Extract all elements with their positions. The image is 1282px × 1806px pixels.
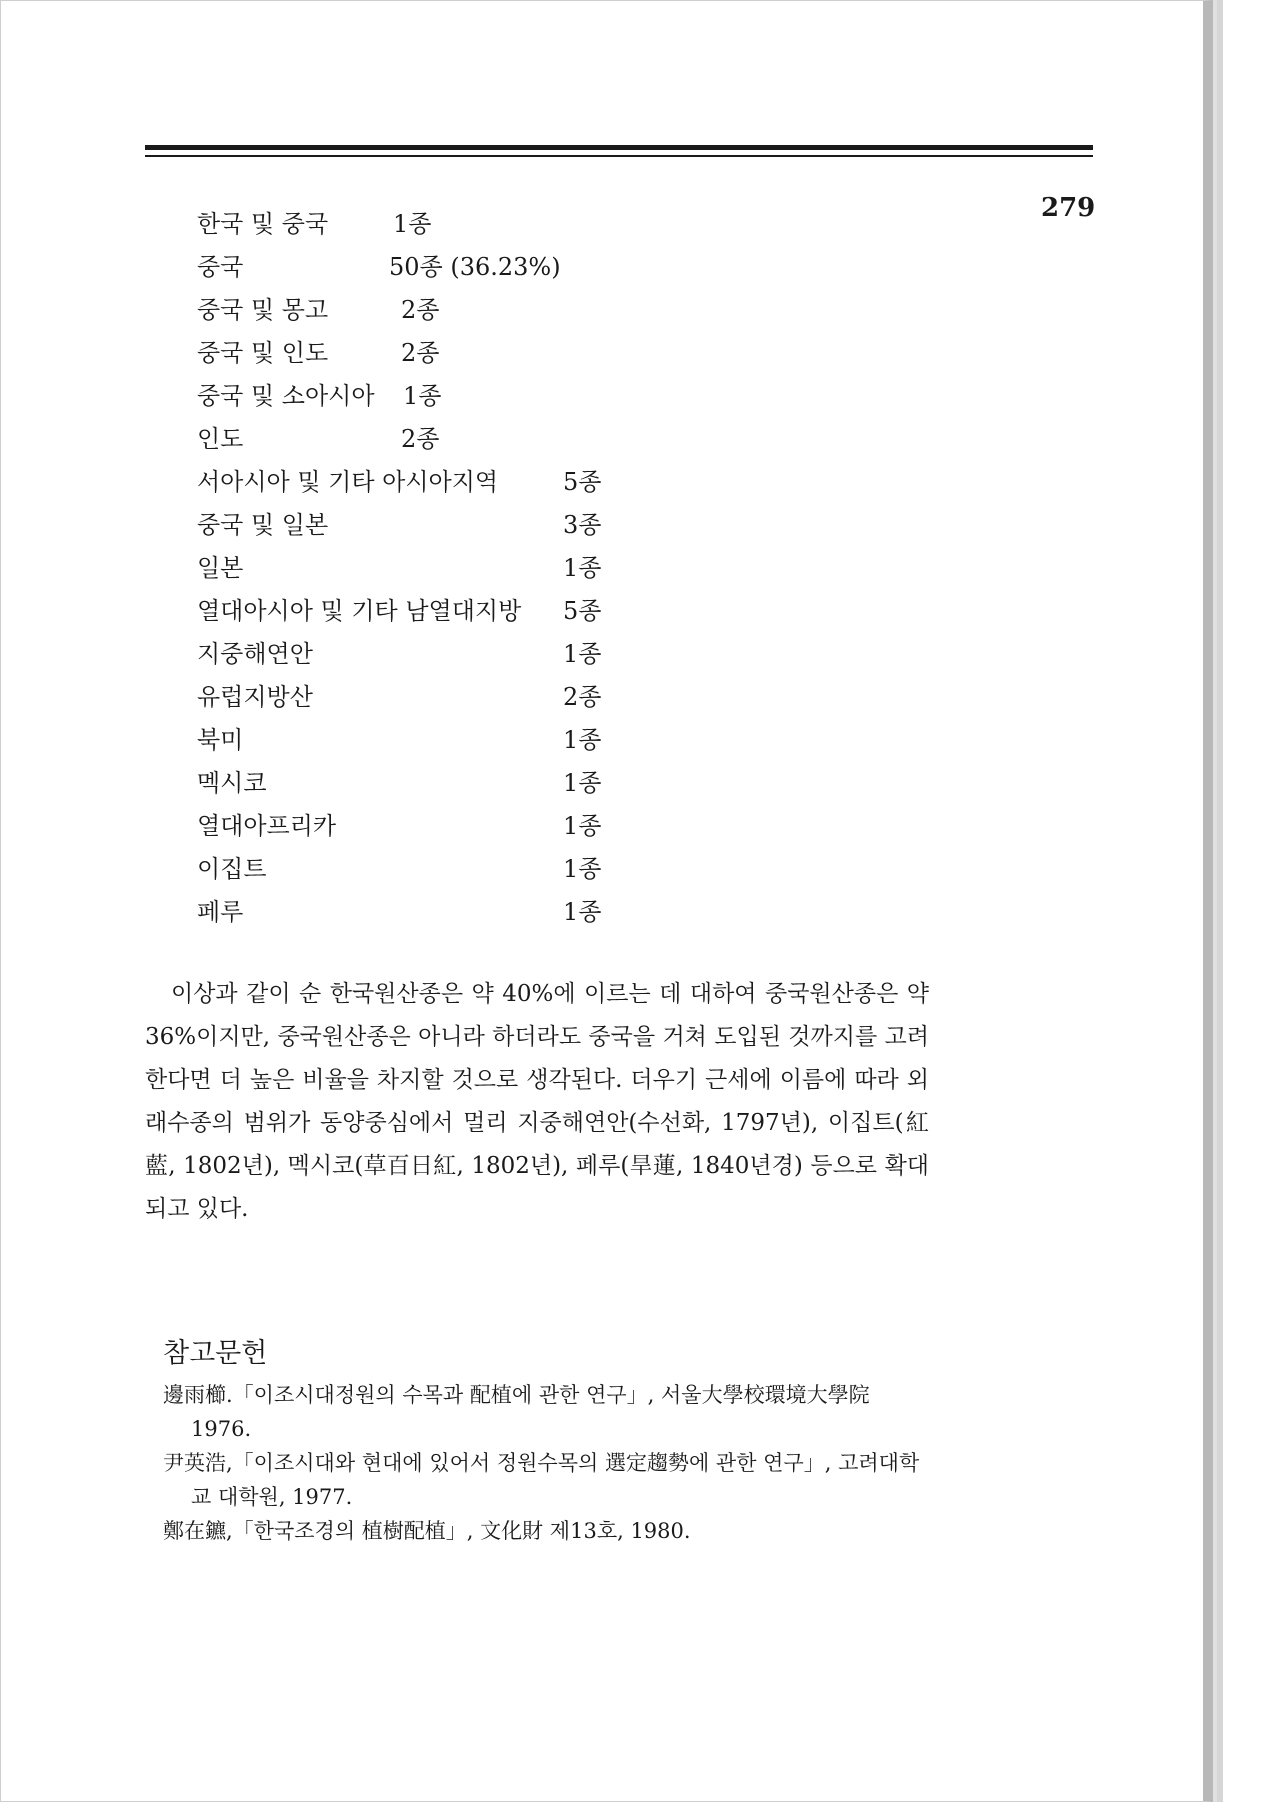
species-count: 2종 — [563, 683, 602, 711]
species-count: 1종 — [563, 769, 602, 797]
body-paragraph: 이상과 같이 순 한국원산종은 약 40%에 이르는 데 대하여 중국원산종은 약 36%이지만, 중국원산종은 아니라 하더라도 중국을 거쳐 도입된 것까지를 고려한다면 더 높은 비율을 차지할 것으로 생각된다. 더우기 근세에 이름에 따라 외래수종의 범위가 동양중심에서 멀리 지중해연안(수선화, 1797년), 이집트(紅藍, 1802년), 멕시코(草百日紅, 1802년), 페루(旱蓮, 1840년경) 등으로 확대되고 있다. — [145, 981, 929, 1222]
region-label: 인도 — [197, 425, 244, 453]
species-count: 1종 — [563, 855, 602, 883]
region-label: 중국 및 소아시아 — [197, 382, 375, 410]
species-count: 2종 — [401, 339, 440, 367]
species-count: 1종 — [393, 210, 432, 238]
region-label: 중국 및 인도 — [197, 339, 329, 367]
region-label: 중국 및 일본 — [197, 511, 329, 539]
region-label: 북미 — [197, 726, 244, 754]
references-heading: 참고문헌 — [163, 1338, 268, 1369]
region-label: 서아시아 및 기타 아시아지역 — [197, 468, 499, 496]
page-number: 279 — [1041, 193, 1096, 223]
reference-item: 鄭在鑣,「한국조경의 植樹配植」, 文化財 제13호, 1980. — [163, 1519, 691, 1543]
region-label: 페루 — [197, 898, 244, 926]
region-label: 유럽지방산 — [197, 683, 313, 711]
species-count: 1종 — [563, 812, 602, 840]
region-label: 한국 및 중국 — [197, 210, 329, 238]
region-label: 중국 및 몽고 — [197, 296, 329, 324]
species-count: 2종 — [401, 296, 440, 324]
species-count: 5종 — [563, 468, 602, 496]
header-rule-thick — [145, 145, 1093, 150]
species-count: 2종 — [401, 425, 440, 453]
species-count: 5종 — [563, 597, 602, 625]
region-label: 중국 — [197, 253, 244, 281]
species-count: 50종 (36.23%) — [389, 253, 561, 281]
species-count: 1종 — [403, 382, 442, 410]
species-count: 1종 — [563, 554, 602, 582]
region-label: 지중해연안 — [197, 640, 313, 668]
region-label: 열대아시아 및 기타 남열대지방 — [197, 597, 522, 625]
header-rule-thin — [145, 155, 1093, 157]
species-count: 3종 — [563, 511, 602, 539]
references-list — [163, 1378, 933, 1548]
species-count: 1종 — [563, 640, 602, 668]
region-label: 멕시코 — [197, 769, 267, 797]
reference-item: 邊雨櫛.「이조시대정원의 수목과 配植에 관한 연구」, 서울大學校環境大學院 1976. — [163, 1383, 870, 1441]
species-count: 1종 — [563, 726, 602, 754]
reference-item: 尹英浩,「이조시대와 현대에 있어서 정원수목의 選定趨勢에 관한 연구」, 고려대학교 대학원, 1977. — [163, 1451, 920, 1509]
region-label: 일본 — [197, 554, 244, 582]
region-label: 열대아프리카 — [197, 812, 337, 840]
region-label: 이집트 — [197, 855, 267, 883]
species-count: 1종 — [563, 898, 602, 926]
